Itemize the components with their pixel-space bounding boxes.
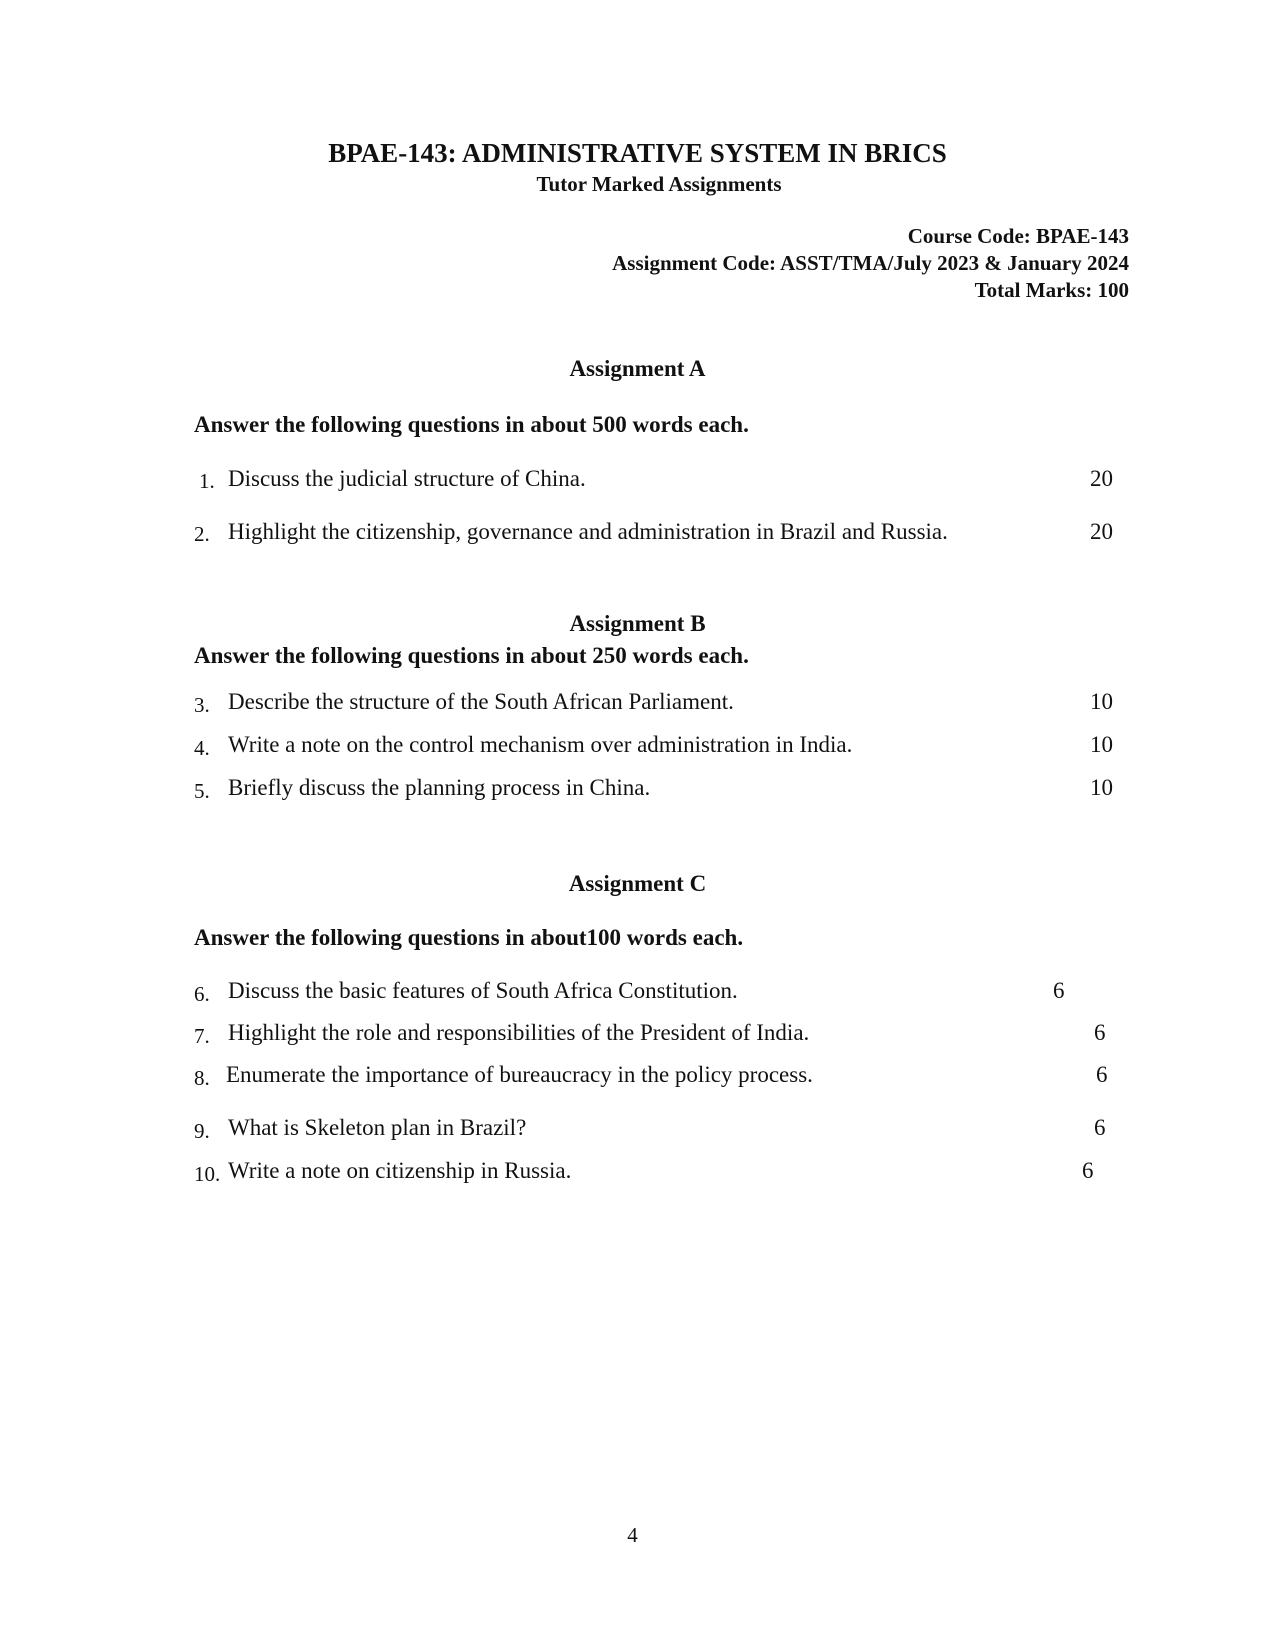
question-text: Describe the structure of the South African Parliament. [228,689,734,714]
question-marks: 10 [1090,689,1113,714]
page-title: BPAE-143: ADMINISTRATIVE SYSTEM IN BRICS [328,138,947,168]
section-heading-a: Assignment A [569,356,706,381]
section-heading-b: Assignment B [569,611,706,636]
question-text: What is Skeleton plan in Brazil? [228,1115,527,1140]
question-text: Highlight the role and responsibilities of the President of India. [228,1020,810,1045]
question-number: 7. [194,1024,210,1048]
question-number: 3. [194,693,210,717]
question-text: Write a note on citizenship in Russia. [228,1158,572,1183]
section-instruction-a: Answer the following questions in about 500 words each. [194,412,749,437]
question-text: Write a note on the control mechanism over administration in India. [228,732,853,757]
question-marks: 10 [1090,732,1113,757]
question-text: Discuss the basic features of South Africa Constitution. [228,978,738,1003]
question-marks: 20 [1090,519,1113,544]
question-marks: 6 [1094,1115,1106,1140]
total-marks: Total Marks: 100 [974,278,1129,302]
assignment-code: Assignment Code: ASST/TMA/July 2023 & January 2024 [612,251,1129,275]
question-marks: 10 [1090,775,1113,800]
question-number: 9. [194,1119,210,1143]
section-instruction-b: Answer the following questions in about 250 words each. [194,643,749,668]
question-text: Briefly discuss the planning process in China. [228,775,651,800]
section-heading-c: Assignment C [568,871,707,896]
page-number: 4 [627,1523,638,1547]
course-code: Course Code: BPAE-143 [907,224,1129,248]
page-subtitle: Tutor Marked Assignments [536,172,782,196]
question-text: Highlight the citizenship, governance and administration in Brazil and Russia. [228,519,948,544]
question-number: 1. [199,469,215,493]
question-number: 5. [194,779,210,803]
question-number: 10. [194,1162,221,1186]
question-text: Enumerate the importance of bureaucracy in the policy process. [226,1062,813,1087]
question-number: 2. [194,522,210,546]
question-marks: 20 [1090,466,1113,491]
question-marks: 6 [1053,978,1065,1003]
section-instruction-c: Answer the following questions in about100 words each. [194,925,744,950]
question-marks: 6 [1096,1062,1108,1087]
question-number: 8. [194,1066,210,1090]
question-marks: 6 [1094,1020,1106,1045]
question-number: 6. [194,982,210,1006]
question-number: 4. [194,736,210,760]
question-text: Discuss the judicial structure of China. [228,466,586,491]
question-marks: 6 [1082,1158,1094,1183]
